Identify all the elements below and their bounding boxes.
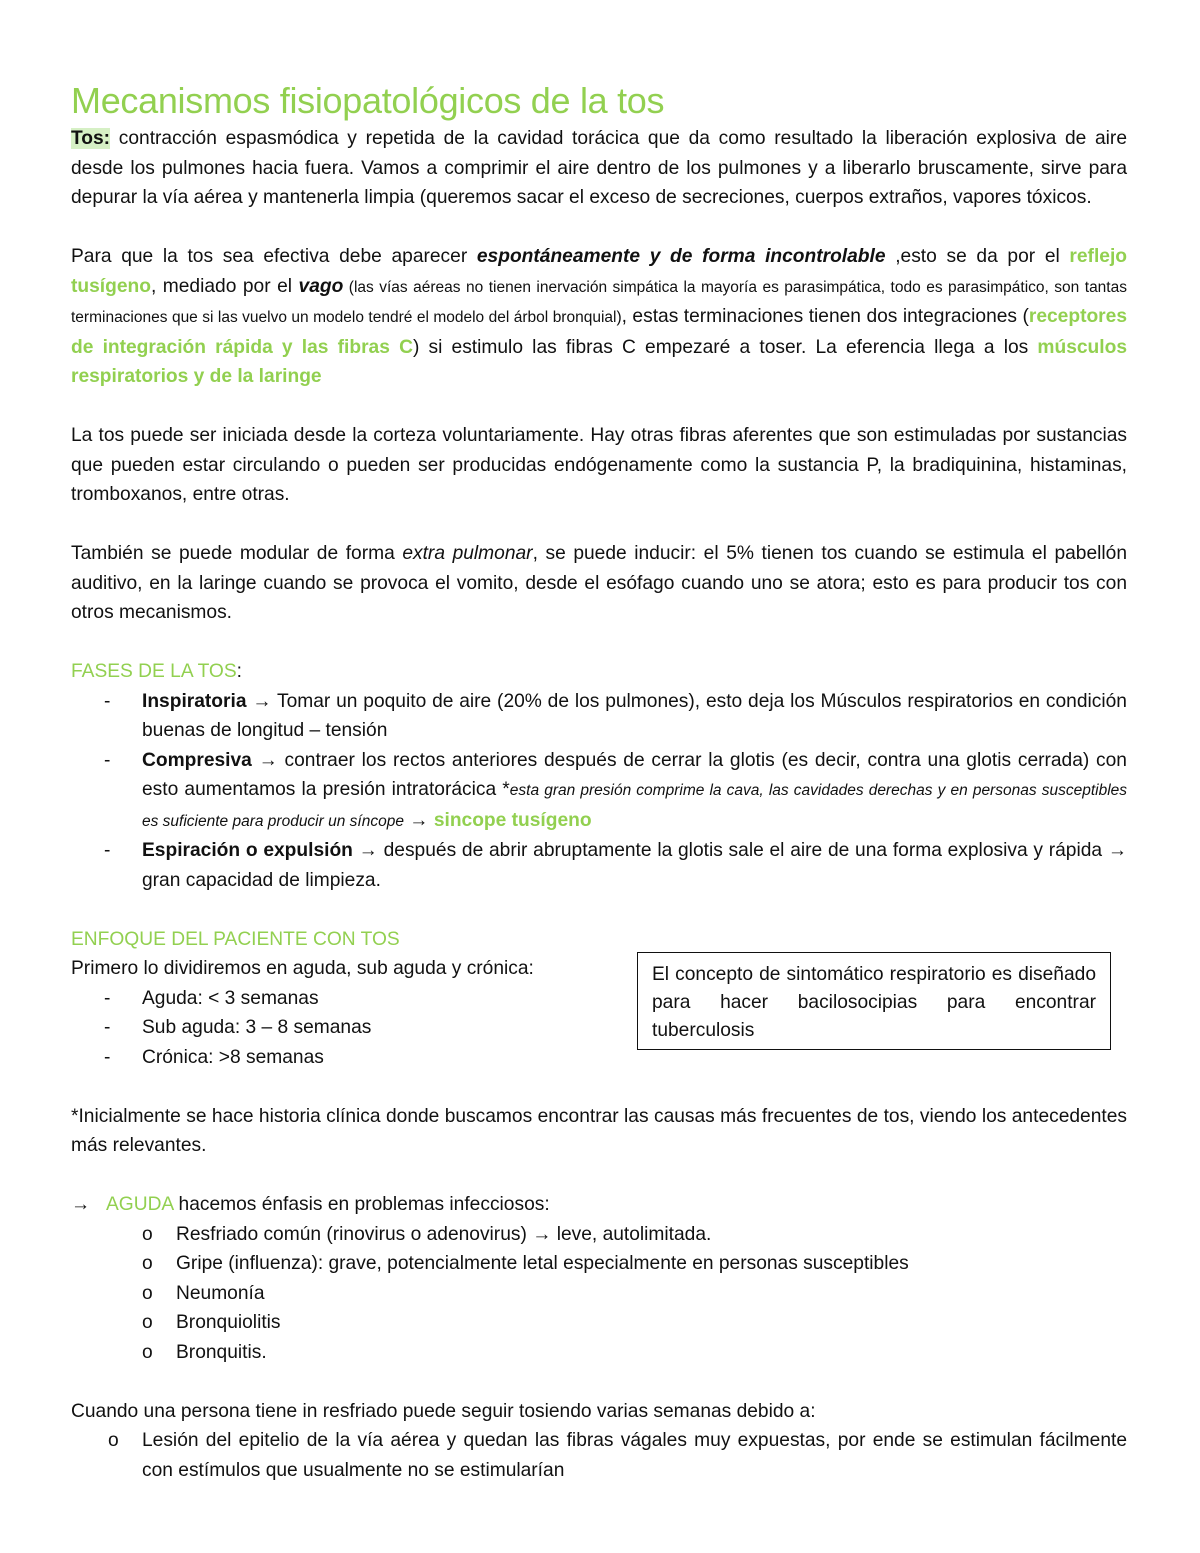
paragraph-reflex: Para que la tos sea efectiva debe aparecer espontáneamente y de forma incontrolable ,esto se da por el reflejo tusígeno, mediado por el vago (las vías aéreas no tienen inervación simpática la mayoría es parasimpática, todo es parasimpático, son tantas terminaciones que si las vuelvo un modelo tendré el modelo del árbol bronquial), estas terminaciones tienen dos integraciones (receptores de integración rápida y las fibras C) si estimulo las fibras C empezaré a toser. La eferencia llega a los músculos respiratorios y de la laringe bbox=[71, 246, 1128, 387]
arrow-icon: → bbox=[258, 749, 278, 771]
green-highlight: sincope tusígeno bbox=[433, 809, 592, 831]
list-item: o Lesión del epitelio de la vía aérea y quedan las fibras vágales muy expuestas, por ende se estimulan fácilmente con estímulos que usualmente no se estimularían bbox=[108, 1430, 1127, 1481]
section-heading-fases: FASES DE LA TOS: bbox=[71, 661, 243, 682]
list-item: - Sub aguda: 3 – 8 semanas bbox=[104, 1017, 372, 1038]
list-item: o Resfriado común (rinovirus o adenovirus) → leve, autolimitada. bbox=[142, 1223, 712, 1245]
arrow-icon: → bbox=[358, 840, 378, 861]
green-highlight: reflejo tusígeno bbox=[71, 246, 1128, 297]
aguda-line: → AGUDA hacemos énfasis en problemas infecciosos: bbox=[71, 1190, 1127, 1220]
paragraph-extrapulmonar: También se puede modular de forma extra pulmonar, se puede inducir: el 5% tienen tos cuando se estimula el pabellón auditivo, en la laringe cuando se provoca el vomito, desde el esófago cuando uno se atora; esto es para producir tos con otros mecanismos. bbox=[71, 543, 1127, 623]
green-highlight: receptores de integración rápida y las fibras C bbox=[71, 306, 1127, 358]
paragraph-resfriado: Cuando una persona tiene in resfriado puede seguir tosiendo varias semanas debido a: bbox=[71, 1400, 816, 1422]
arrow-icon: → bbox=[409, 809, 429, 831]
list-item: o Neumonía bbox=[142, 1282, 265, 1304]
list-item: - Aguda: < 3 semanas bbox=[104, 987, 319, 1009]
green-highlight: músculos respiratorios y de la laringe bbox=[71, 336, 1127, 387]
paragraph-historia: *Inicialmente se hace historia clínica donde buscamos encontrar las causas más frecuentes de tos, viendo los antecedentes más relevantes. bbox=[71, 1105, 1127, 1156]
enfoque-intro: Primero lo dividiremos en aguda, sub aguda y crónica: bbox=[71, 958, 534, 979]
paragraph-cortex: La tos puede ser iniciada desde la corteza voluntariamente. Hay otras fibras aferentes que son estimuladas por sustancias que pueden estar circulando o pueden ser producidas endógenamente como la sustancia P, la bradiquinina, histaminas, tromboxanos, entre otras. bbox=[71, 425, 1127, 505]
section-heading-enfoque: ENFOQUE DEL PACIENTE CON TOS bbox=[71, 928, 400, 950]
list-item: - Crónica: >8 semanas bbox=[104, 1046, 324, 1068]
page-title: Mecanismos fisiopatológicos de la tos bbox=[71, 80, 665, 121]
arrow-icon: → bbox=[252, 690, 272, 712]
list-item: - Espiración o expulsión → después de abrir abruptamente la glotis sale el aire de una forma explosiva y rápida → gran capacidad de limpieza. bbox=[104, 840, 1127, 891]
green-highlight: AGUDA bbox=[106, 1194, 174, 1215]
arrow-icon: → bbox=[532, 1223, 552, 1245]
resfriado-list bbox=[71, 1426, 1127, 1485]
term-tos: Tos: bbox=[71, 128, 111, 149]
aguda-list bbox=[71, 1220, 1127, 1368]
document-page bbox=[71, 78, 1127, 1485]
note-box: El concepto de sintomático respiratorio es diseñado para hacer bacilosocipias para encontrar tuberculosis bbox=[637, 952, 1111, 1050]
fases-list bbox=[71, 687, 1127, 896]
list-item: o Bronquiolitis bbox=[142, 1312, 281, 1333]
paragraph-definition: Tos: contracción espasmódica y repetida de la cavidad torácica que da como resultado la liberación explosiva de aire desde los pulmones hacia fuera. Vamos a comprimir el aire dentro de los pulmones y a liberarlo bruscamente, sirve para depurar la vía aérea y mantenerla limpia (queremos sacar el exceso de secreciones, cuerpos extraños, vapores tóxicos. bbox=[71, 128, 1127, 208]
arrow-icon: → bbox=[71, 1194, 91, 1215]
list-item: - Compresiva → contraer los rectos anteriores después de cerrar la glotis (es decir, contra una glotis cerrada) con esto aumentamos la presión intratorácica *esta gran presión comprime la cava, las cavidades derechas y en personas susceptibles es suficiente para producir un síncope → sincope tusígeno bbox=[104, 749, 1128, 831]
arrow-icon: → bbox=[1107, 840, 1127, 861]
list-item: - Inspiratoria → Tomar un poquito de aire (20% de los pulmones), esto deja los Músculos respiratorios en condición buenas de longitud – tensión bbox=[104, 690, 1127, 741]
list-item: o Bronquitis. bbox=[142, 1341, 267, 1363]
list-item: o Gripe (influenza): grave, potencialmente letal especialmente en personas susceptibles bbox=[142, 1253, 909, 1274]
